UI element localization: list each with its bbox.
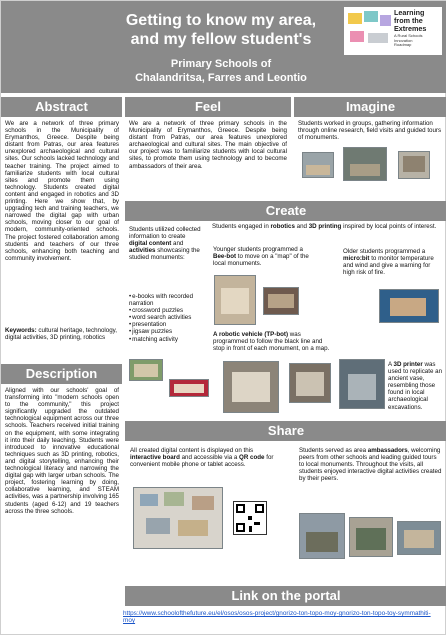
subtitle-line-2: Chalandritsa, Farres and Leontio <box>135 72 307 84</box>
share-photo-3 <box>397 521 441 555</box>
logo-tag-2: Innovation <box>394 37 413 43</box>
feel-text: We are a network of three primary schools in the Municipality of Erymanthos, Greece. Despite being distant from Patras, our area features unexplored archaeological and cultural sites. The main objective of our project was to familiarize students with local cultural sites, to promote them using technology and to become ambassadors of their area. <box>129 120 287 170</box>
logo-square-yellow <box>348 13 362 24</box>
title-line-1: Getting to know my area, <box>125 12 317 29</box>
description-heading: Description <box>1 364 122 384</box>
poster-subtitle <box>91 57 351 85</box>
create-intro-text: Students engaged in robotics and 3D printing inspired by local points of interest. <box>212 223 437 230</box>
create-photo-ebook <box>129 359 163 381</box>
create-list-item: • e-books with recorded narration <box>129 293 207 307</box>
title-line-2: and my fellow student's <box>130 31 312 48</box>
share-heading: Share <box>125 421 446 441</box>
abstract-heading: Abstract <box>1 97 122 117</box>
logo-tag-1: A Rural Schools <box>394 33 423 38</box>
microbit-text: Older students programmed a micro:bit to monitor temperature and wind and give a warning for high risk of fire. <box>343 248 434 277</box>
create-content-text: Students utilized collected information to create digital content and activities showcasing the studied monuments: <box>129 226 201 262</box>
create-list-item: • presentation <box>129 321 207 328</box>
abstract-keywords <box>5 327 119 341</box>
portal-link[interactable]: https://www.schoolofthefuture.eu/el/osos/osos-project/gnorizo-ton-topo-moy-gnorizo-ton-topo-toy-symmathiti-moy <box>123 610 431 625</box>
create-photo-puzzle <box>169 379 209 397</box>
imagine-photo-2 <box>343 147 387 181</box>
imagine-photo-3 <box>398 151 430 179</box>
share-photo-1 <box>299 513 345 559</box>
3d-printer-text: A 3D printer was used to replicate an ancient vase, resembling those found in local archaeological excavations. <box>388 361 443 411</box>
create-list-item: • matching activity <box>129 336 207 343</box>
logo-square-purple <box>380 15 391 26</box>
imagine-photo-1 <box>302 152 334 178</box>
logo-tagline <box>394 34 442 48</box>
tpbot-text: A robotic vehicle (TP-bot) was programmed to follow the black line and stop in front of each monument, on a map. <box>213 331 330 353</box>
share-board-text: All created digital content is displayed on this interactive board and accessible via a QR code for convenient mobile phone or tablet access. <box>130 447 274 469</box>
keywords-label: Keywords: <box>5 327 37 334</box>
create-heading: Create <box>125 201 446 221</box>
imagine-text: Students worked in groups, gathering information through online research, field visits and guided tours of monuments. <box>298 120 442 142</box>
create-activity-list <box>129 293 207 343</box>
description-text: Aligned with our schools' goal of transforming into "modern schools open to the community," this project significantly upgraded the outdated technological equipment across our three schools. Teachers received initial training on the equipment, with some integrating it into their daily teaching. Students were introduced to innovative educational techniques such as 3D printing, robotics, and digital storytelling, enhancing their technological literacy and narrowing the digital gap with larger urban schools. The project, fostering learning by doing, collaborative learning, and STEAM activities, was a partnership involving 165 students (aged 6-12) and 19 teachers across the three schools. <box>5 387 119 515</box>
tpbot-photo-1 <box>223 361 279 413</box>
logo-line-3: Extremes <box>394 24 427 33</box>
logo-line-2: from the <box>394 16 423 25</box>
logo-square-teal <box>364 11 378 22</box>
logo-line-1: Learning <box>394 8 425 17</box>
abstract-text: We are a network of three primary schools in the Municipality of Erymanthos, Greece. Despite being distant from Patras, our area features unexplored archaeological and cultural sites. Our schools lacked technology and teacher training. The project aimed to familiarize students with local cultural sites and promote them using technology. Students created digital content and engaged in robotics and 3D printing. Here we show that, by upgrading tech and training teachers, we narrowed the digital gap with urban schools, moving closer to our goal of modern, community-oriented schools. The project fostered collaboration among students and teachers of our three schools, enhancing both teaching and community involvement. <box>5 120 119 262</box>
beebot-photo-1 <box>214 275 256 325</box>
create-list-item: • jigsaw puzzles <box>129 328 207 335</box>
portal-heading: Link on the portal <box>125 586 446 606</box>
imagine-heading: Imagine <box>294 97 446 117</box>
subtitle-line-1: Primary Schools of <box>170 58 272 70</box>
create-list-item: • word search activities <box>129 314 207 321</box>
keywords-text: cultural heritage, technology, digital activities, 3D printing, robotics <box>5 327 118 342</box>
tpbot-photo-2 <box>289 363 331 403</box>
learning-from-extremes-logo <box>344 7 442 55</box>
share-ambassadors-text: Students served as area ambassadors, welcoming peers from other schools and leading guided tours to local monuments. Throughout the visits, all students enjoyed interactive digital activities created by their peers. <box>299 447 442 483</box>
logo-wordmark <box>394 9 442 33</box>
logo-tag-3: Roadmap <box>394 42 412 48</box>
poster-title <box>91 11 351 49</box>
logo-square-pink <box>350 31 364 42</box>
logo-square-grey <box>368 33 388 43</box>
3d-printer-photo <box>339 359 385 409</box>
beebot-photo-2 <box>263 287 299 315</box>
feel-heading: Feel <box>125 97 291 117</box>
beebot-text: Younger students programmed a Bee-bot to move on a "map" of the local monuments. <box>213 246 309 268</box>
create-list-item: • crossword puzzles <box>129 307 207 314</box>
share-photo-2 <box>349 517 393 557</box>
qr-code <box>233 501 267 535</box>
poster-header <box>1 1 446 93</box>
interactive-board-photo <box>133 487 223 549</box>
microbit-photo <box>379 289 439 323</box>
